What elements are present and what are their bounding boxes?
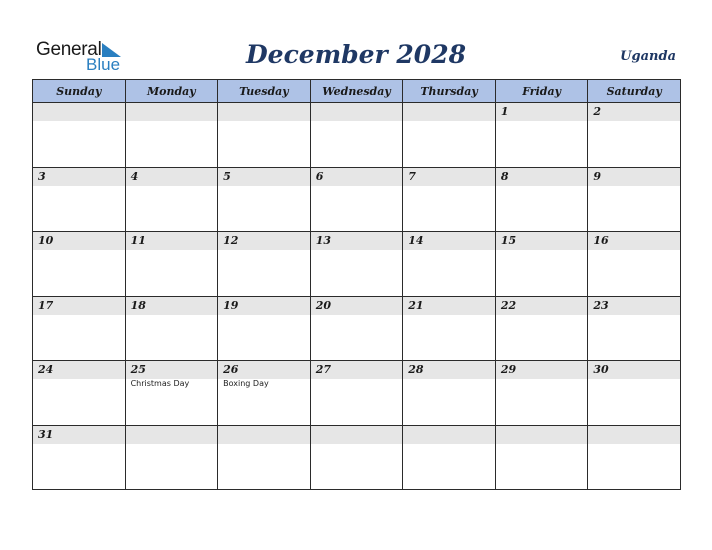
day-cell[interactable] [33, 167, 126, 232]
day-cell[interactable] [495, 296, 588, 361]
holiday-label: Boxing Day [223, 379, 269, 388]
day-cell[interactable] [495, 167, 588, 232]
day-cell[interactable] [33, 232, 126, 297]
day-number [403, 103, 495, 121]
day-cell[interactable] [33, 361, 126, 426]
day-cell[interactable] [125, 361, 218, 426]
day-number: 30 [588, 361, 680, 379]
day-cell[interactable] [495, 103, 588, 168]
day-number: 24 [33, 361, 125, 379]
day-cell[interactable] [495, 361, 588, 426]
day-cell[interactable] [218, 232, 311, 297]
day-number: 3 [33, 168, 125, 186]
day-number: 23 [588, 297, 680, 315]
day-number: 11 [126, 232, 218, 250]
day-number [126, 103, 218, 121]
weekday-header: Monday [125, 80, 218, 103]
day-cell[interactable] [218, 296, 311, 361]
week-row [33, 103, 681, 168]
day-cell[interactable] [33, 425, 126, 490]
day-number: 26 [218, 361, 310, 379]
weekday-header: Wednesday [310, 80, 403, 103]
day-cell[interactable] [310, 425, 403, 490]
logo-text-blue: Blue [86, 55, 121, 74]
day-number [588, 426, 680, 444]
day-cell[interactable] [218, 167, 311, 232]
day-number: 13 [311, 232, 403, 250]
day-number: 21 [403, 297, 495, 315]
day-cell[interactable] [403, 361, 496, 426]
weekday-header: Sunday [33, 80, 126, 103]
day-cell[interactable] [495, 425, 588, 490]
day-cell[interactable] [403, 103, 496, 168]
day-cell[interactable] [125, 103, 218, 168]
day-cell[interactable] [125, 167, 218, 232]
day-number [403, 426, 495, 444]
calendar-grid [32, 79, 681, 490]
weekday-header-row [33, 80, 681, 103]
day-number [218, 426, 310, 444]
generalblue-logo [36, 40, 126, 74]
day-cell[interactable] [588, 167, 681, 232]
day-cell[interactable] [218, 361, 311, 426]
week-row [33, 361, 681, 426]
logo-text-general: General [36, 39, 102, 60]
country-label: Uganda [620, 49, 676, 64]
week-row [33, 425, 681, 490]
day-number: 9 [588, 168, 680, 186]
day-number: 14 [403, 232, 495, 250]
weekday-header: Thursday [403, 80, 496, 103]
day-number: 15 [496, 232, 588, 250]
day-cell[interactable] [218, 425, 311, 490]
day-cell[interactable] [403, 167, 496, 232]
day-number: 19 [218, 297, 310, 315]
day-number: 20 [311, 297, 403, 315]
day-cell[interactable] [310, 167, 403, 232]
day-cell[interactable] [588, 232, 681, 297]
day-number: 25 [126, 361, 218, 379]
day-cell[interactable] [310, 296, 403, 361]
day-cell[interactable] [403, 425, 496, 490]
day-number [496, 426, 588, 444]
day-number [218, 103, 310, 121]
weekday-header: Tuesday [218, 80, 311, 103]
weekday-header: Friday [495, 80, 588, 103]
day-number: 29 [496, 361, 588, 379]
day-cell[interactable] [588, 296, 681, 361]
day-number: 2 [588, 103, 680, 121]
day-cell[interactable] [495, 232, 588, 297]
day-number: 10 [33, 232, 125, 250]
calendar-title: December 2028 [245, 40, 466, 69]
day-number [126, 426, 218, 444]
day-cell[interactable] [403, 232, 496, 297]
day-cell[interactable] [33, 103, 126, 168]
day-number: 16 [588, 232, 680, 250]
week-row [33, 167, 681, 232]
day-cell[interactable] [125, 296, 218, 361]
week-row [33, 296, 681, 361]
weekday-header: Saturday [588, 80, 681, 103]
day-number: 27 [311, 361, 403, 379]
day-cell[interactable] [310, 103, 403, 168]
day-number [311, 103, 403, 121]
day-number [311, 426, 403, 444]
week-row [33, 232, 681, 297]
calendar-body [33, 103, 681, 490]
day-number: 4 [126, 168, 218, 186]
day-number: 22 [496, 297, 588, 315]
day-number: 1 [496, 103, 588, 121]
day-cell[interactable] [588, 103, 681, 168]
day-number: 18 [126, 297, 218, 315]
day-number: 12 [218, 232, 310, 250]
day-cell[interactable] [403, 296, 496, 361]
day-number: 31 [33, 426, 125, 444]
day-number: 5 [218, 168, 310, 186]
day-cell[interactable] [125, 425, 218, 490]
day-number: 17 [33, 297, 125, 315]
day-cell[interactable] [310, 232, 403, 297]
day-cell[interactable] [588, 361, 681, 426]
day-number: 7 [403, 168, 495, 186]
day-number [33, 103, 125, 121]
day-cell[interactable] [588, 425, 681, 490]
day-number: 28 [403, 361, 495, 379]
day-cell[interactable] [33, 296, 126, 361]
day-number: 8 [496, 168, 588, 186]
day-cell[interactable] [125, 232, 218, 297]
holiday-label: Christmas Day [130, 379, 190, 388]
day-cell[interactable] [310, 361, 403, 426]
day-cell[interactable] [218, 103, 311, 168]
day-number: 6 [311, 168, 403, 186]
